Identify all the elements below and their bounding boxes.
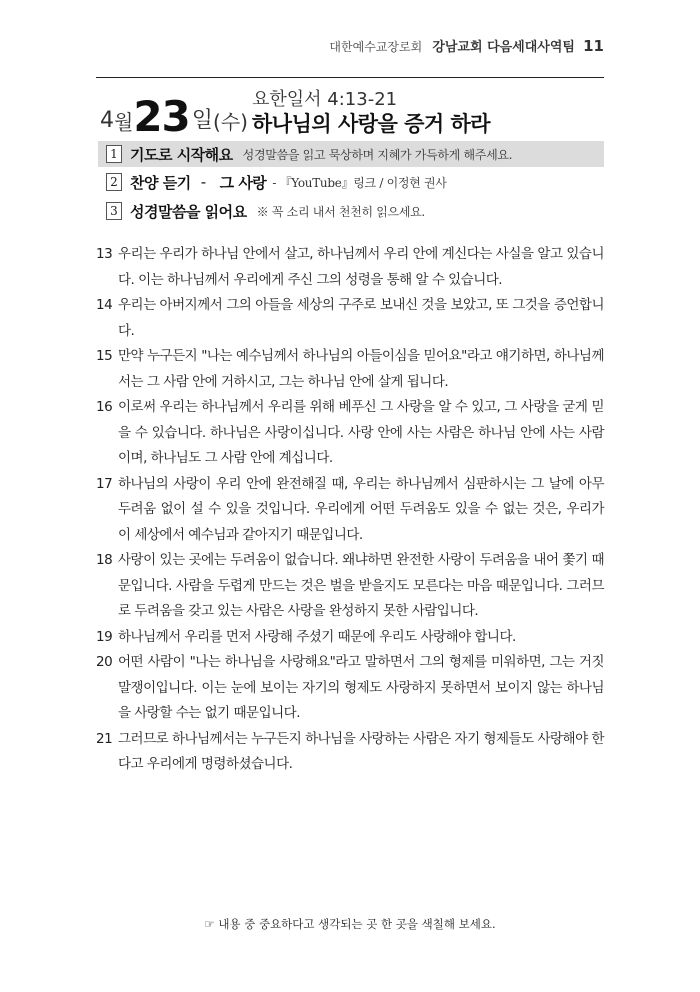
header-rule <box>96 77 604 78</box>
youtube-link[interactable]: - 『YouTube』링크 / 이정현 권사 <box>272 175 447 190</box>
verse-number: 14 <box>96 297 113 313</box>
date-day-unit: 일 <box>191 108 214 133</box>
step-label: 기도로 시작해요 <box>130 145 233 164</box>
date-day: 23 <box>133 92 190 141</box>
step-praise <box>98 169 604 195</box>
verse-text: 만약 누구든지 "나는 예수님께서 하나님의 아들이심을 믿어요"라고 얘기하면, 하나님께서는 그 사람 안에 거하시고, 그는 하나님 안에 살게 됩니다. <box>118 348 604 390</box>
verse-number: 15 <box>96 348 113 364</box>
date-month-unit: 월 <box>114 110 134 134</box>
verse <box>96 344 604 395</box>
verse-text: 우리는 우리가 하나님 안에서 살고, 하나님께서 우리 안에 계신다는 사실을 알고 있습니다. 이는 하나님께서 우리에게 주신 그의 성령을 통해 알 수 있습니다. <box>118 246 604 288</box>
verse-number: 16 <box>96 399 113 415</box>
step-note: ※ 꼭 소리 내서 천천히 읽으세요. <box>256 204 425 219</box>
verse-text: 어떤 사람이 "나는 하나님을 사랑해요"라고 말하면서 그의 형제를 미워하면, 그는 거짓말쟁이입니다. 이는 눈에 보이는 자기의 형제도 사랑하지 못하면서 보이지 않는 하나님을 사랑할 수는 없기 때문입니다. <box>118 654 604 721</box>
scripture-reference: 요한일서 4:13-21 <box>252 89 398 110</box>
page-number: 11 <box>583 37 604 55</box>
verse <box>96 625 604 651</box>
verse-number: 17 <box>96 475 113 492</box>
verse-text: 하나님께서 우리를 먼저 사랑해 주셨기 때문에 우리도 사랑해야 합니다. <box>118 628 516 645</box>
verse-text: 우리는 아버지께서 그의 아들을 세상의 구주로 보내신 것을 보았고, 또 그것을 증언합니다. <box>118 297 604 339</box>
date-weekday: (수) <box>213 110 248 134</box>
date-month: 4 <box>100 108 114 133</box>
verse-text: 그러므로 하나님께서는 누구든지 하나님을 사랑하는 사람은 자기 형제들도 사랑해야 한다고 우리에게 명령하셨습니다. <box>118 730 604 772</box>
step-label: 성경말씀을 읽어요 <box>130 202 247 221</box>
verse <box>96 727 604 778</box>
verse <box>96 472 604 549</box>
header-church: 강남교회 다음세대사역팀 <box>432 40 575 55</box>
verse <box>96 395 604 472</box>
step-reading <box>98 198 604 224</box>
step-separator: - <box>200 173 206 191</box>
verse-text: 하나님의 사랑이 우리 안에 완전해질 때, 우리는 하나님께서 심판하시는 그 날에 아무 두려움 없이 설 수 있을 것입니다. 우리에게 어떤 두려움도 있을 수 없는 것은, 우리가 이 세상에서 예수님과 같아지기 때문입니다. <box>118 475 604 543</box>
step-number: 1 <box>106 145 122 163</box>
verse-number: 18 <box>96 552 113 568</box>
page-header <box>329 36 604 55</box>
verse-text: 이로써 우리는 하나님께서 우리를 위해 베푸신 그 사랑을 알 수 있고, 그 사랑을 굳게 믿을 수 있습니다. 하나님은 사랑이십니다. 사랑 안에 사는 사람은 하나님 안에 사는 사람이며, 하나님도 그 사람 안에 계십니다. <box>118 399 604 466</box>
date-display <box>100 92 248 141</box>
header-org: 대한예수교장로회 <box>329 40 423 54</box>
verse-list <box>96 242 604 778</box>
verse <box>96 293 604 344</box>
page-title: 하나님의 사랑을 증거 하라 <box>252 112 491 136</box>
verse-number: 21 <box>96 730 113 747</box>
step-note: 성경말씀을 읽고 묵상하며 지혜가 가득하게 해주세요. <box>242 147 513 162</box>
step-label: 찬양 듣기 <box>130 173 191 192</box>
verse-number: 13 <box>96 246 113 262</box>
step-number: 2 <box>106 173 122 191</box>
verse <box>96 242 604 293</box>
song-title: 그 사랑 <box>219 173 267 192</box>
verse-text: 사랑이 있는 곳에는 두려움이 없습니다. 왜냐하면 완전한 사랑이 두려움을 내어 쫓기 때문입니다. 사람을 두렵게 만드는 것은 벌을 받을지도 모른다는 마음 때문입니다. 그러므로 두려움을 갖고 있는 사람은 사랑을 완성하지 못한 사람입니다. <box>118 552 604 619</box>
verse-number: 19 <box>96 628 113 645</box>
verse-number: 20 <box>96 654 113 670</box>
verse <box>96 650 604 727</box>
verse <box>96 548 604 625</box>
step-number: 3 <box>106 202 122 220</box>
step-prayer <box>98 141 604 167</box>
footer-instruction: ☞ 내용 중 중요하다고 생각되는 곳 한 곳을 색칠해 보세요. <box>204 917 496 931</box>
